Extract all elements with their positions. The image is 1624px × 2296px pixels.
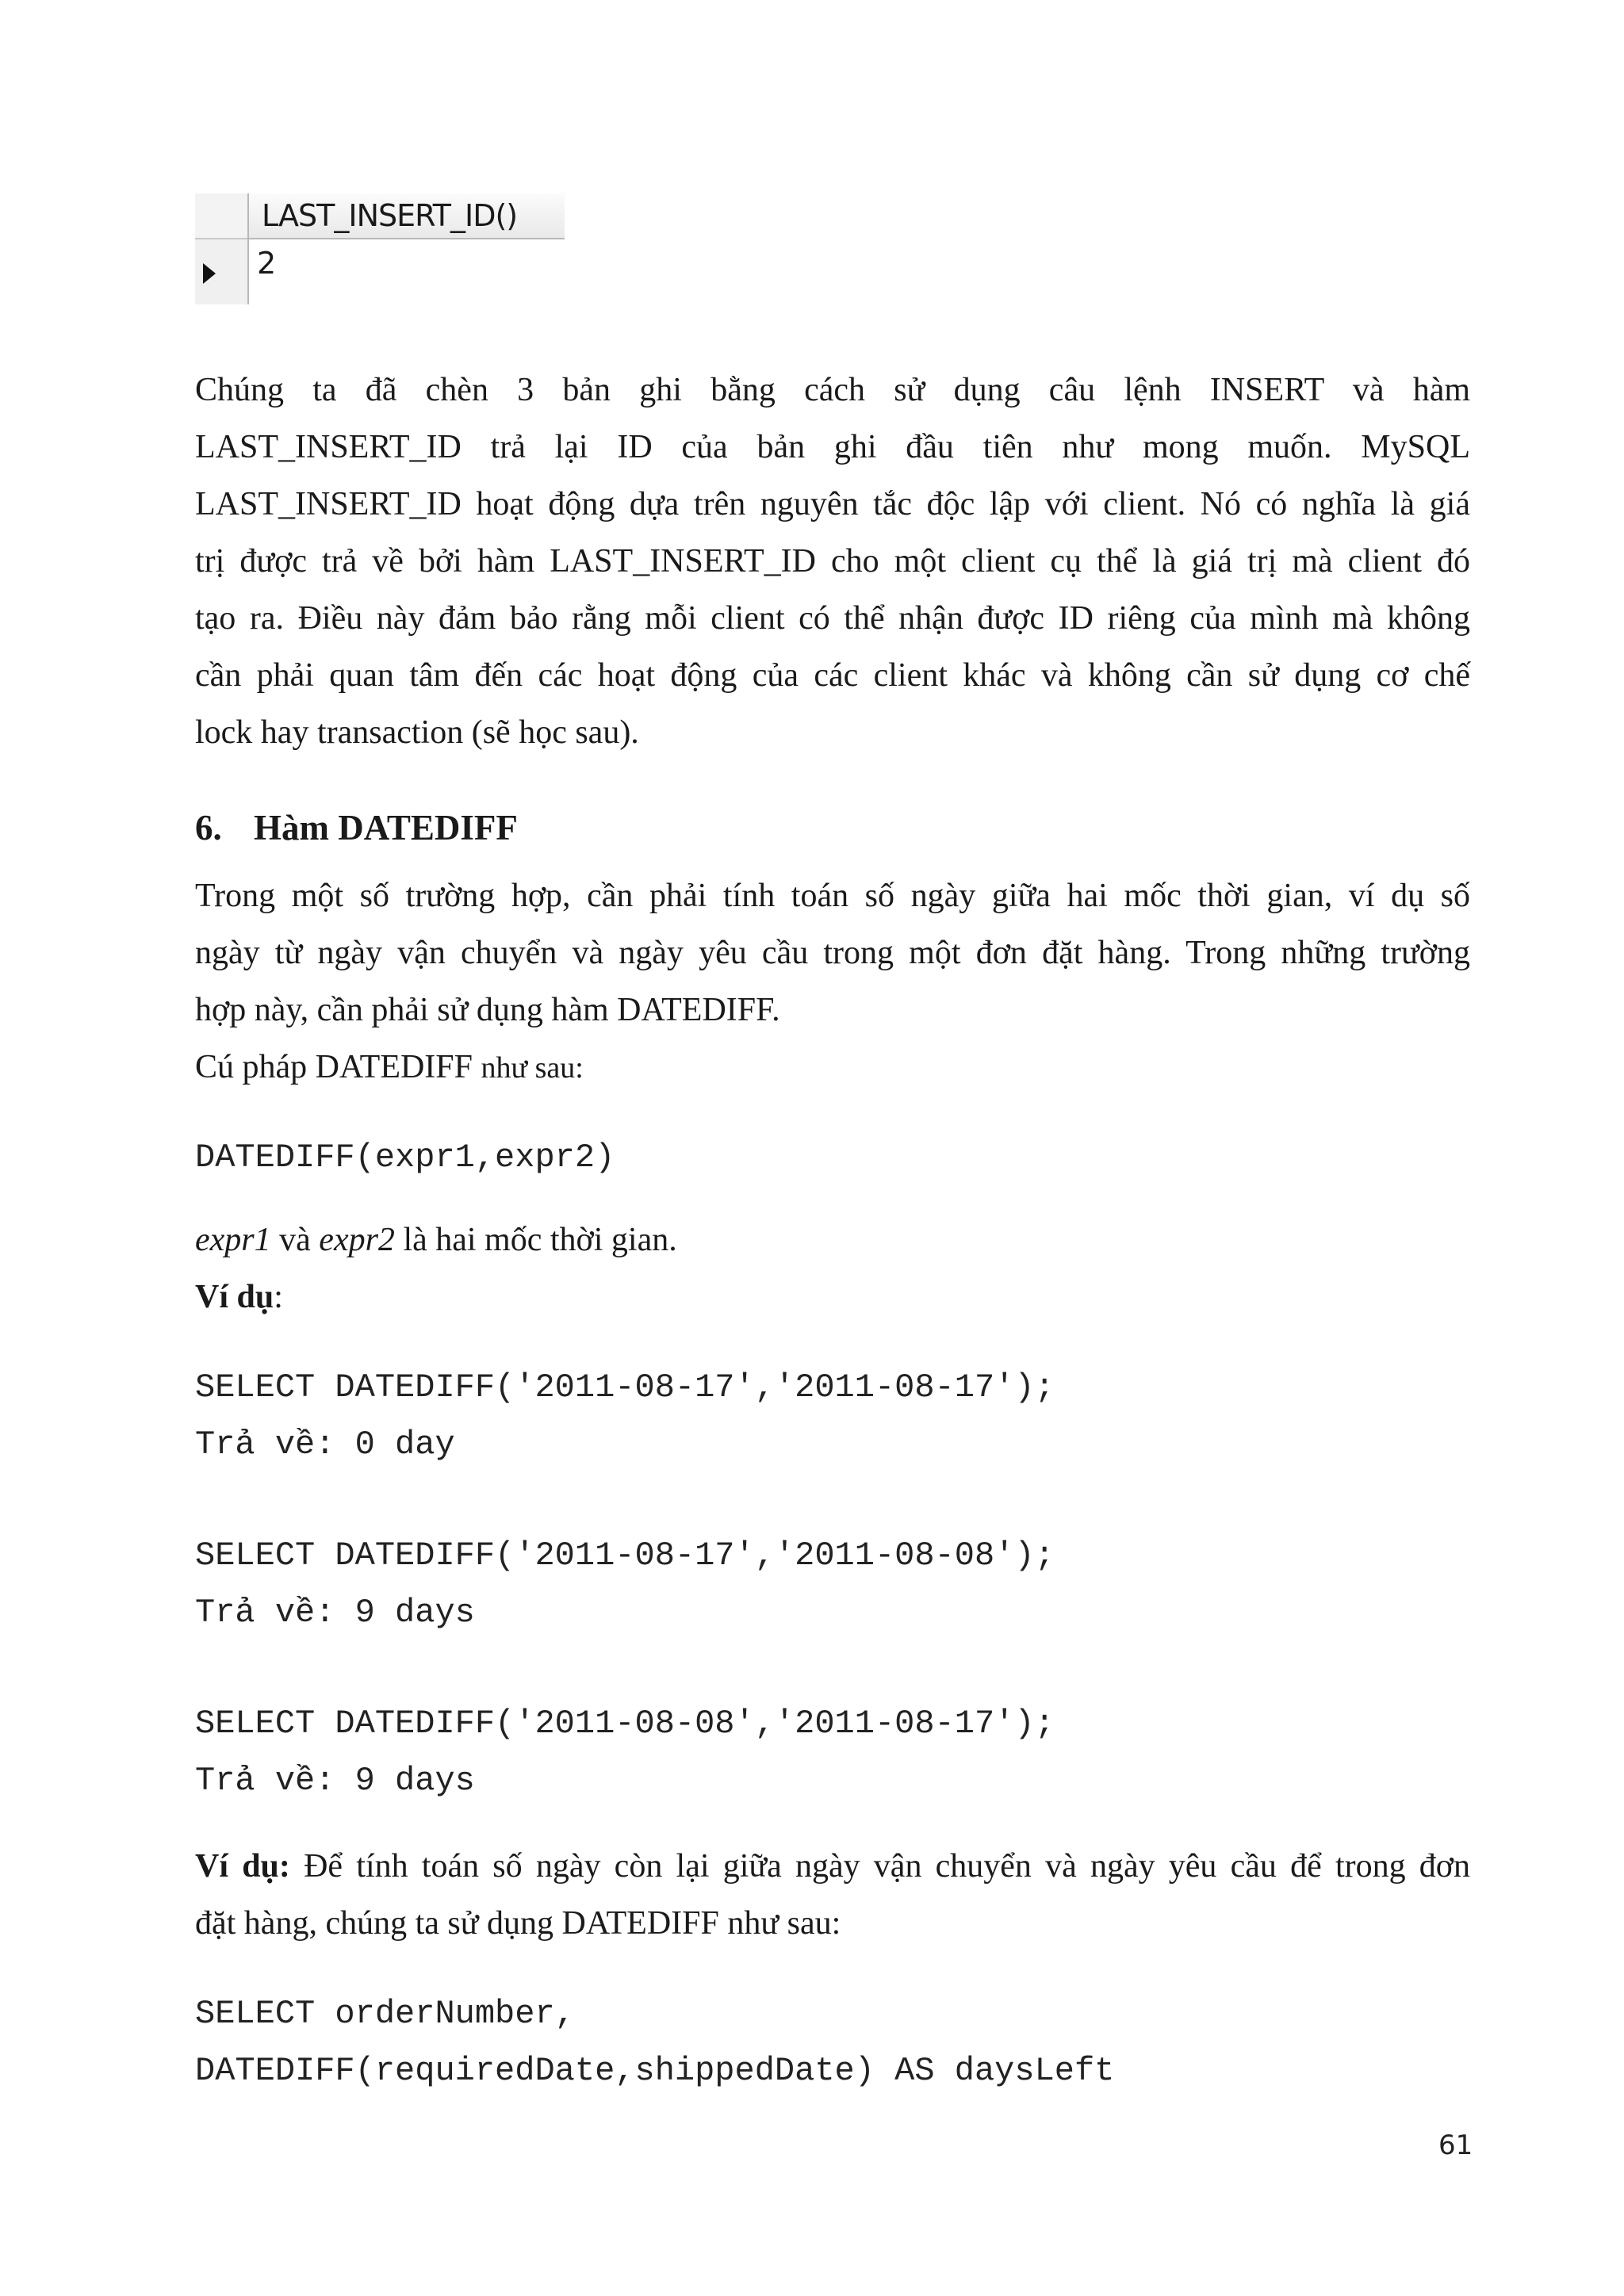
example-result-2: Trả về: 9 days (195, 1594, 475, 1632)
paragraph1-line-7: lock hay transaction (sẽ học sau). (195, 714, 639, 751)
paragraph1-line-6: cần phải quan tâm đến các hoạt động của các client khác và không cần sử dụng cơ chế (195, 657, 1470, 694)
example2-bold: Ví dụ: (195, 1848, 290, 1885)
example-label (195, 1278, 283, 1316)
row-header-column (195, 193, 249, 304)
syntax-code: DATEDIFF(expr1,expr2) (195, 1138, 615, 1177)
paragraph1-line-5: tạo ra. Điều này đảm bảo rằng mỗi client có thể nhận được ID riêng của mình mà không (195, 600, 1470, 637)
syntax-intro-small: như sau: (481, 1051, 584, 1085)
paragraph2-line-1: Trong một số trường hợp, cần phải tính toán số ngày giữa hai mốc thời gian, ví dụ số (195, 878, 1470, 914)
example2-line-1 (195, 1847, 1470, 1885)
expr-description (195, 1221, 677, 1259)
example-result-3: Trả về: 9 days (195, 1762, 475, 1800)
column-header[interactable] (249, 193, 565, 239)
expr-rest: là hai mốc thời gian. (394, 1222, 677, 1258)
section-heading (195, 807, 518, 848)
example-label-colon: : (274, 1279, 283, 1315)
grid-corner (195, 193, 247, 239)
syntax-intro-main: Cú pháp DATEDIFF (195, 1049, 481, 1085)
result-grid (195, 193, 565, 304)
paragraph1-line-4: trị được trả về bởi hàm LAST_INSERT_ID cho một client cụ thể là giá trị mà client đó (195, 543, 1470, 580)
paragraph1-line-1: Chúng ta đã chèn 3 bản ghi bằng cách sử dụng câu lệnh INSERT và hàm (195, 372, 1470, 408)
grid-cell[interactable]: 2 (257, 246, 277, 281)
example-query-3: SELECT DATEDIFF('2011-08-08','2011-08-17'); (195, 1705, 1055, 1743)
expr-and: và (270, 1222, 320, 1258)
expr1-term: expr1 (195, 1222, 271, 1258)
final-code-line-1: SELECT orderNumber, (195, 1995, 575, 2033)
paragraph2-line-2: ngày từ ngày vận chuyển và ngày yêu cầu trong một đơn đặt hàng. Trong những trường (195, 935, 1470, 971)
page-number: 61 (1438, 2130, 1473, 2161)
example-query-2: SELECT DATEDIFF('2011-08-17','2011-08-08'); (195, 1536, 1055, 1575)
example-label-bold: Ví dụ (195, 1279, 274, 1315)
column-header-label: LAST_INSERT_ID() (262, 198, 518, 233)
section-title: Hàm DATEDIFF (254, 808, 518, 848)
paragraph1-line-2: LAST_INSERT_ID trả lại ID của bản ghi đầu tiên như mong muốn. MySQL (195, 429, 1470, 465)
example2-line-2: đặt hàng, chúng ta sử dụng DATEDIFF như sau: (195, 1905, 841, 1942)
paragraph2-line-3: hợp này, cần phải sử dụng hàm DATEDIFF. (195, 992, 780, 1028)
example-query-1: SELECT DATEDIFF('2011-08-17','2011-08-17'); (195, 1368, 1055, 1406)
section-number: 6. (195, 808, 222, 848)
current-row-arrow-icon (203, 263, 216, 284)
paragraph1-line-3: LAST_INSERT_ID hoạt động dựa trên nguyên tắc độc lập với client. Nó có nghĩa là giá (195, 486, 1470, 522)
final-code-line-2: DATEDIFF(requiredDate,shippedDate) AS daysLeft (195, 2052, 1115, 2090)
expr2-term: expr2 (319, 1222, 395, 1258)
example-result-1: Trả về: 0 day (195, 1425, 455, 1464)
example2-text-1: Để tính toán số ngày còn lại giữa ngày vận chuyển và ngày yêu cầu để trong đơn (289, 1848, 1470, 1885)
syntax-intro (195, 1048, 584, 1087)
